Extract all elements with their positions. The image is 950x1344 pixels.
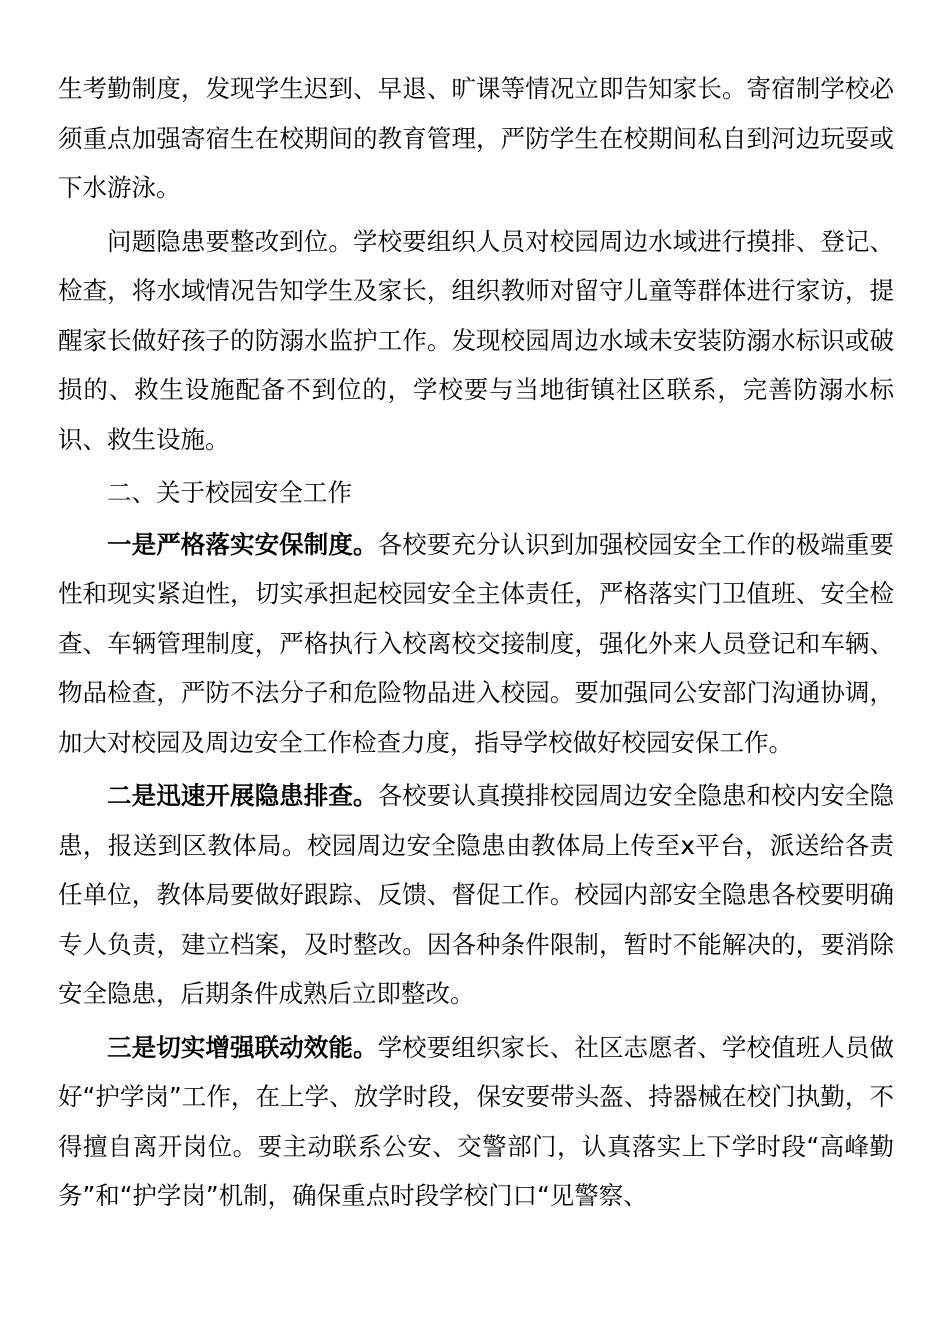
paragraph-security-system bbox=[58, 520, 894, 768]
paragraph-linkage-efficiency bbox=[58, 1023, 894, 1221]
paragraph-lead: 二是迅速开展隐患排查。 bbox=[107, 781, 378, 810]
paragraph-body: 学校要组织家长、社区志愿者、学校值班人员做好“护学岗”工作，在上学、放学时段，保安要带头盔、持器械在校门执勤，不得擅自离开岗位。要主动联系公安、交警部门，认真落实上下学时段“高峰勤务”和“护学岗”机制，确保重点时段学校门口“见警察、 bbox=[58, 1032, 895, 1210]
paragraph-lead: 三是切实增强联动效能。 bbox=[107, 1032, 378, 1062]
paragraph-body: 各校要充分认识到加强校园安全工作的极端重要性和现实紧迫性，切实承担起校园安全主体责任，严格落实门卫值班、安全检查、车辆管理制度，严格执行入校离校交接制度，强化外来人员登记和车辆、物品检查，严防不法分子和危险物品进入校园。要加强同公安部门沟通协调，加大对校园及周边安全工作检查力度，指导学校做好校园安保工作。 bbox=[58, 529, 895, 757]
section-heading-campus-safety: 二、关于校园安全工作 bbox=[107, 478, 352, 507]
paragraph-hazard-rectification: 问题隐患要整改到位。学校要组织人员对校园周边水域进行摸排、登记、检查，将水域情况告知学生及家长，组织教师对留守儿童等群体进行家访，提醒家长做好孩子的防溺水监护工作。发现校园周边水域未安装防溺水标识或破损的、救生设施配备不到位的，学校要与当地街镇社区联系，完善防溺水标识、救生设施。 bbox=[58, 226, 894, 454]
document-page bbox=[58, 64, 894, 1221]
paragraph-hazard-inspection bbox=[58, 771, 894, 1019]
paragraph-lead: 一是严格落实安保制度。 bbox=[107, 529, 378, 559]
paragraph-continued: 生考勤制度，发现学生迟到、早退、旷课等情况立即告知家长。寄宿制学校必须重点加强寄宿生在校期间的教育管理，严防学生在校期间私自到河边玩耍或下水游泳。 bbox=[58, 74, 894, 202]
paragraph-body: 各校要认真摸排校园周边安全隐患和校内安全隐患，报送到区教体局。校园周边安全隐患由教体局上传至x平台，派送给各责任单位，教体局要做好跟踪、反馈、督促工作。校园内部安全隐患各校要明确专人负责，建立档案，及时整改。因各种条件限制，暂时不能解决的，要消除安全隐患，后期条件成熟后立即整改。 bbox=[58, 781, 895, 1008]
